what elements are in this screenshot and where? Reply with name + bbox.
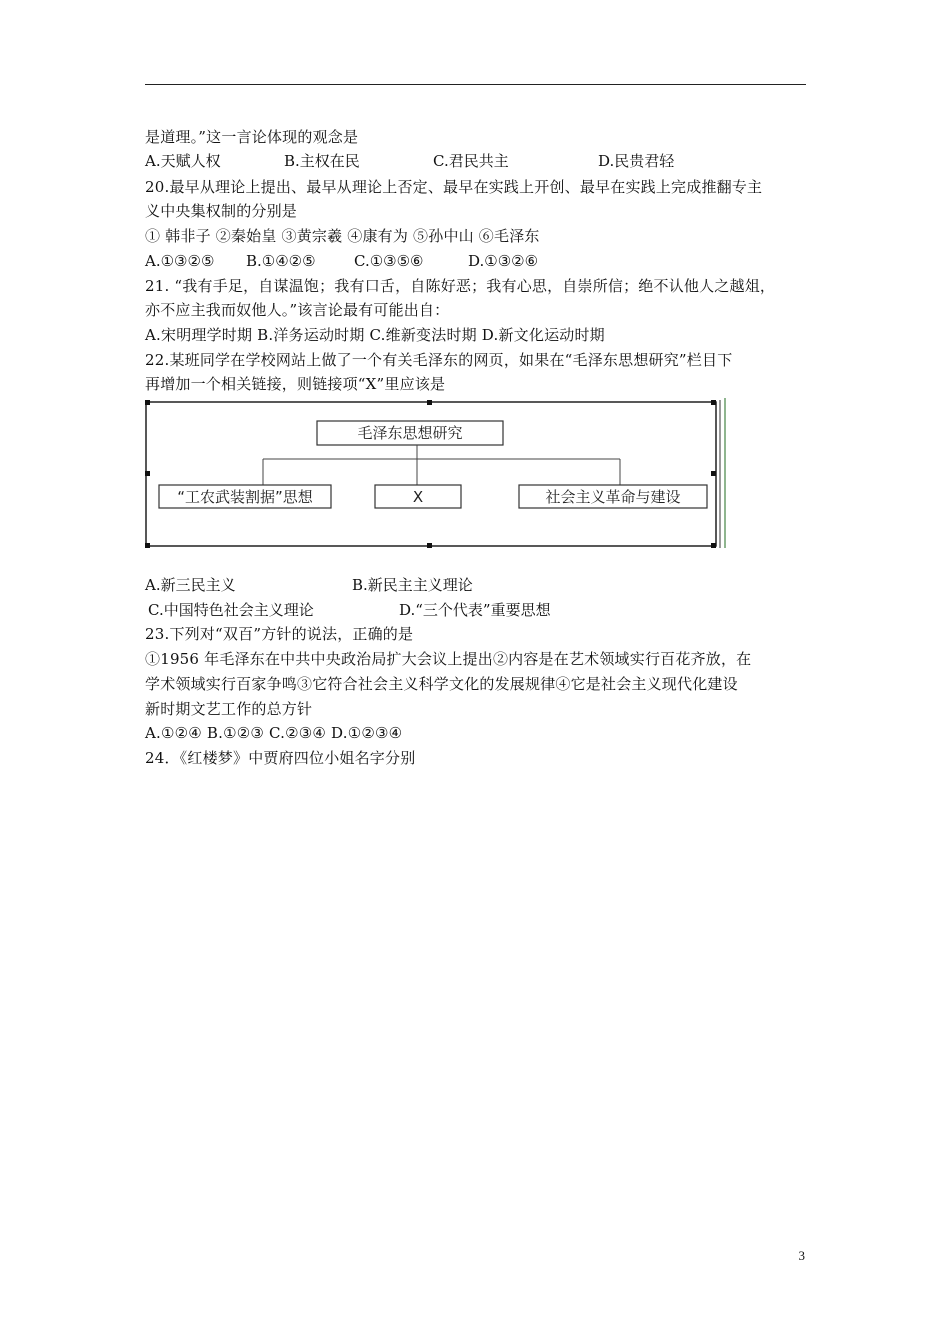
- handle: [145, 400, 150, 405]
- left-box-label: “工农武装割据”思想: [177, 488, 313, 506]
- right-box-label: 社会主义革命与建设: [545, 488, 681, 506]
- q19-option-d: D.民贵君轻: [598, 152, 675, 170]
- q23-stem: 23.下列对“双百”方针的说法，正确的是: [145, 625, 414, 643]
- q21-options: A.宋明理学时期 B.洋务运动时期 C.维新变法时期 D.新文化运动时期: [145, 326, 605, 344]
- q19-option-c: C.君民共主: [433, 152, 509, 170]
- handle: [145, 543, 150, 548]
- q23-body-line2: 学术领域实行百家争鸣③它符合社会主义科学文化的发展规律④它是社会主义现代化建设: [145, 675, 738, 693]
- q20-option-c: C.①③⑤⑥: [354, 252, 424, 270]
- q20-stem-line2: 义中央集权制的分别是: [145, 202, 298, 220]
- q20-stem-line1: 20.最早从理论上提出、最早从理论上否定、最早在实践上开创、最早在实践上完成推翻专主: [145, 178, 763, 196]
- q20-option-a: A.①③②⑤: [145, 252, 215, 270]
- q22-stem-line1: 22.某班同学在学校网站上做了一个有关毛泽东的网页，如果在“毛泽东思想研究”栏目下: [145, 351, 733, 369]
- q19-option-b: B.主权在民: [284, 152, 360, 170]
- q23-body-line1: ①1956 年毛泽东在中共中央政治局扩大会议上提出②内容是在艺术领域实行百花齐放，在: [145, 650, 752, 668]
- q20-option-d: D.①③②⑥: [468, 252, 539, 270]
- q23-body-line3: 新时期文艺工作的总方针: [145, 700, 313, 718]
- handle: [145, 471, 150, 476]
- q21-stem-line2: 亦不应主我而奴他人。”该言论最有可能出自：: [145, 301, 450, 319]
- q20-items: ① 韩非子 ②秦始皇 ③黄宗羲 ④康有为 ⑤孙中山 ⑥毛泽东: [145, 227, 540, 245]
- q22-option-c: C.中国特色社会主义理论: [148, 601, 314, 619]
- root-box-label: 毛泽东思想研究: [357, 424, 463, 442]
- q19-option-a: A.天赋人权: [145, 152, 221, 170]
- q22-option-b: B.新民主主义理论: [352, 576, 473, 594]
- q22-diagram: [145, 398, 735, 550]
- header-rule: [145, 84, 806, 85]
- q22-option-a: A.新三民主义: [145, 576, 236, 594]
- q22-option-d: D.“三个代表”重要思想: [399, 601, 551, 619]
- q22-stem-line2: 再增加一个相关链接，则链接项“X”里应该是: [145, 375, 446, 393]
- q23-options: A.①②④ B.①②③ C.②③④ D.①②③④: [145, 724, 403, 742]
- q24-stem: 24．《红楼梦》中贾府四位小姐名字分别: [145, 749, 416, 767]
- page-number: 3: [798, 1248, 805, 1263]
- handle: [711, 400, 716, 405]
- q20-option-b: B.①④②⑤: [246, 252, 316, 270]
- handle: [427, 543, 432, 548]
- q21-stem-line1: 21. “我有手足，自谋温饱；我有口舌，自陈好恶；我有心思，自崇所信；绝不认他人之越俎，: [145, 277, 776, 295]
- handle: [711, 543, 716, 548]
- middle-box-label: X: [412, 488, 424, 506]
- handle: [711, 471, 716, 476]
- handle: [427, 400, 432, 405]
- q19-stem: 是道理。”这一言论体现的观念是: [145, 128, 359, 146]
